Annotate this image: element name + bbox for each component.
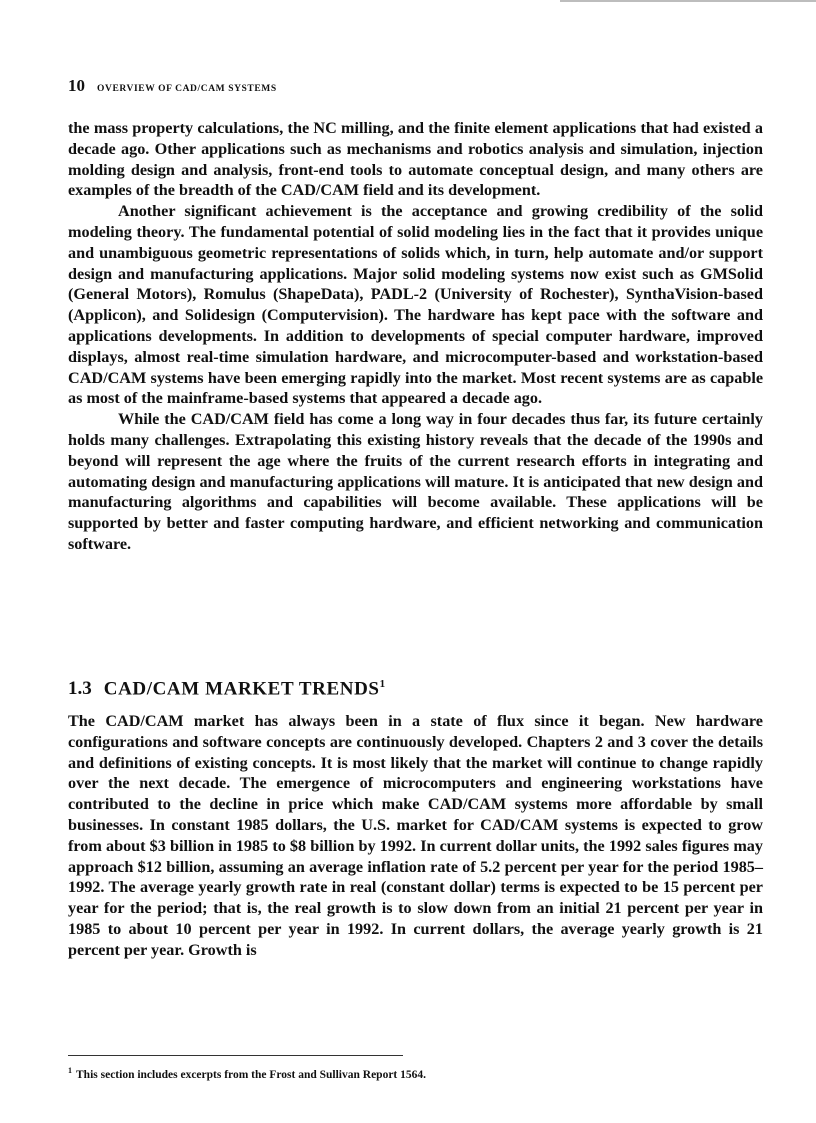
section-number: 1.3 [68, 678, 92, 700]
page-number: 10 [68, 76, 85, 95]
paragraph: Another significant achievement is the acceptance and growing credibility of the solid modeling theory. The fundamental potential of solid modeling lies in the fact that it provides unique and unambiguous geometric representations of solids which, in turn, help automate and/or support design and manufacturing applications. Major solid modeling systems now exist such as GMSolid (General Motors), Romulus (ShapeData), PADL-2 (University of Rochester), SynthaVision-based (Applicon), and Solidesign (Computervision). The hardware has kept pace with the software and applications developments. In addition to developments of special computer hardware, improved displays, almost real-time simulation hardware, and microcomputer-based and workstation-based CAD/CAM systems have been emerging rapidly into the market. Most recent systems are as capable as most of the mainframe-based systems that appeared a decade ago. [68, 202, 763, 408]
paragraph: the mass property calculations, the NC milling, and the finite element applications that had existed a decade ago. Other applications such as mechanisms and robotics analysis and simulation, injection molding design and analysis, front-end tools to automate conceptual design, and many others are examples of the breadth of the CAD/CAM field and its development. [68, 119, 763, 200]
paragraph: The CAD/CAM market has always been in a state of flux since it began. New hardware configurations and software concepts are continuously developed. Chapters 2 and 3 cover the details and definitions of existing concepts. It is most likely that the market will continue to change rapidly over the next decade. The emergence of microcomputers and engineering workstations have contributed to the decline in price which make CAD/CAM systems more affordable by small businesses. In constant 1985 dollars, the U.S. market for CAD/CAM systems is expected to grow from about $3 billion in 1985 to $8 billion by 1992. In current dollar units, the 1992 sales figures may approach $12 billion, assuming an average inflation rate of 5.2 percent per year for the period 1985–1992. The average yearly growth rate in real (constant dollar) terms is expected to be 15 percent per year for the period; that is, the real growth is to slow down from an initial 21 percent per year in 1985 to about 10 percent per year in 1992. In current dollars, the average yearly growth is 21 percent per year. Growth is [68, 712, 763, 959]
paragraph: While the CAD/CAM field has come a long way in four decades thus far, its future certainly holds many challenges. Extrapolating this existing history reveals that the decade of the 1990s and beyond will represent the age where the fruits of the current research efforts in integrating and automating design and manufacturing applications will mature. It is anticipated that new design and manufacturing algorithms and capabilities will become available. These applications will be supported by better and faster computing hardware, and efficient networking and communication software. [68, 410, 763, 553]
footnote-text: This section includes excerpts from the Frost and Sullivan Report 1564. [76, 1068, 427, 1081]
section-footnote-marker: 1 [379, 678, 386, 690]
section-title: CAD/CAM MARKET TRENDS [103, 678, 380, 700]
footnote-marker: 1 [68, 1066, 72, 1075]
footnote-rule [68, 1055, 403, 1056]
body-text-section [68, 711, 763, 961]
scan-edge-line [560, 0, 816, 2]
footnote [68, 1066, 426, 1081]
running-title: OVERVIEW OF CAD/CAM SYSTEMS [97, 84, 277, 94]
section-heading [68, 678, 385, 700]
page-header [68, 76, 277, 96]
body-text-top [68, 118, 763, 555]
